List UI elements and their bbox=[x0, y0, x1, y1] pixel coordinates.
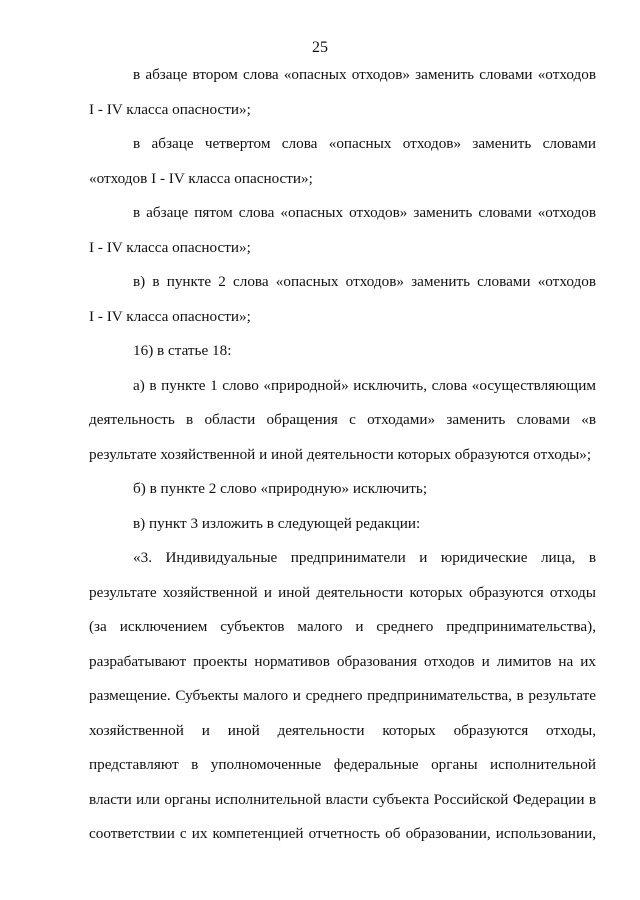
text-line: (за исключением субъектов малого и среднего предпринимательства), bbox=[89, 618, 596, 635]
text-line: в абзаце втором слова «опасных отходов» заменить словами «отходов bbox=[133, 66, 596, 83]
text-line: I - IV класса опасности»; bbox=[89, 307, 251, 325]
text-line: I - IV класса опасности»; bbox=[89, 238, 251, 256]
text-line: хозяйственной и иной деятельности которых образуются отходы, bbox=[89, 721, 596, 739]
text-line: результате хозяйственной и иной деятельности которых образуются отходы»; bbox=[89, 445, 592, 463]
text-line: власти или органы исполнительной власти субъекта Российской Федерации в bbox=[89, 790, 596, 808]
text-line: «3. Индивидуальные предприниматели и юридические лица, в bbox=[133, 549, 596, 566]
text-line: в) пункт 3 изложить в следующей редакции: bbox=[133, 514, 421, 532]
text-line: I - IV класса опасности»; bbox=[89, 100, 251, 118]
text-line: представляют в уполномоченные федеральные органы исполнительной bbox=[89, 756, 596, 773]
text-line: разрабатывают проекты нормативов образования отходов и лимитов на их bbox=[89, 652, 596, 670]
text-line: «отходов I - IV класса опасности»; bbox=[89, 169, 313, 187]
text-line: соответствии с их компетенцией отчетность об образовании, использовании, bbox=[89, 825, 596, 842]
text-line: результате хозяйственной и иной деятельности которых образуются отходы bbox=[89, 583, 596, 601]
text-line: а) в пункте 1 слово «природной» исключить, слова «осуществляющим bbox=[133, 376, 596, 394]
text-line: размещение. Субъекты малого и среднего предпринимательства, в результате bbox=[89, 687, 596, 704]
page-number: 25 bbox=[312, 39, 328, 56]
text-line: в абзаце пятом слова «опасных отходов» заменить словами «отходов bbox=[133, 204, 596, 221]
text-line: в абзаце четвертом слова «опасных отходов» заменить словами bbox=[133, 135, 596, 152]
text-line: б) в пункте 2 слово «природную» исключить; bbox=[133, 480, 428, 497]
text-line: в) в пункте 2 слова «опасных отходов» заменить словами «отходов bbox=[133, 273, 596, 290]
text-line: 16) в статье 18: bbox=[133, 342, 232, 359]
text-line: деятельность в области обращения с отходами» заменить словами «в bbox=[89, 411, 596, 428]
document-body bbox=[89, 58, 596, 852]
